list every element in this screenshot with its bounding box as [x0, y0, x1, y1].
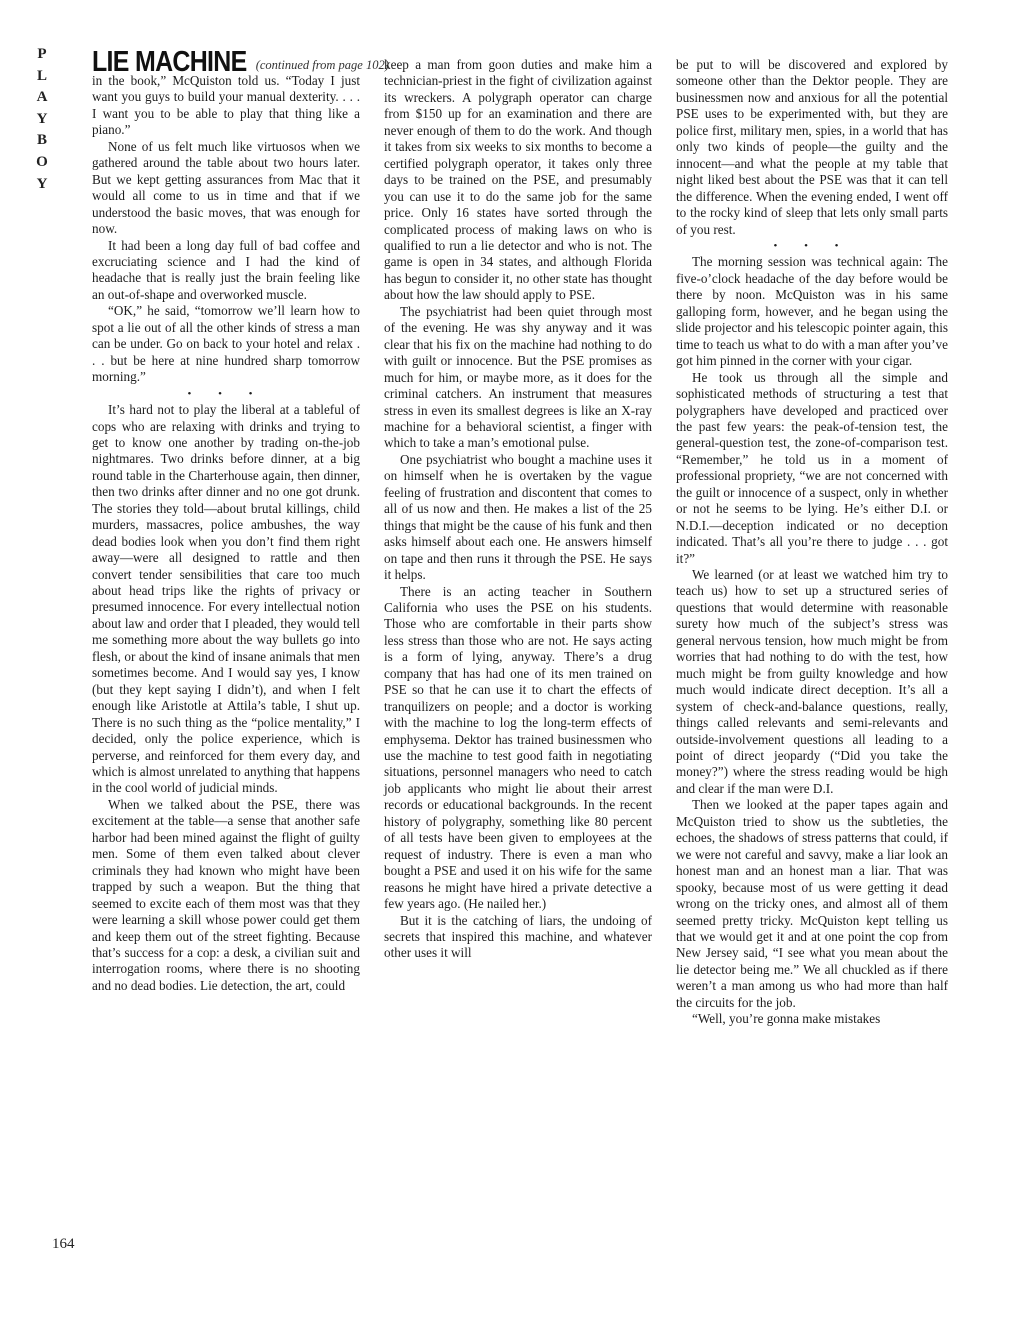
text-column-2	[384, 57, 652, 962]
paragraph: One psychiatrist who bought a machine uses it on himself when he is overtaken by the vague feeling of frustration and discontent that comes to all of us now and then. He makes a list of the 25 things that might be the cause of his funk and then asks himself about each one. He answers himself on tape and then runs it through the PSE. He says it helps.	[384, 451, 652, 583]
article-title: LIE MACHINE	[92, 46, 247, 78]
paragraph: There is an acting teacher in Southern California who uses the PSE on his students. Those who are comfortable in their parts show less stress than those who are not. He says acting is a form of lying, anyway. There’s a drug company that has had one of its men trained on PSE so that he can use it to chart the effects of tranquilizers on people; and a doctor is working with the machine to log the long-term effects of emphysema. Dektor has trained businessmen who use the machine to test good faith in negotiating situations, personnel managers who need to catch job applicants who might lie about their arrest records or educational backgrounds. In the recent history of polygraphy, something like 80 percent of all tests have been given to employees at the request of industry. There is even a man who bought a PSE and used it on his wife for the same reasons he might have hired a private detective a few years ago. (He nailed her.)	[384, 583, 652, 912]
paragraph: It’s hard not to play the liberal at a tableful of cops who are relaxing with drinks and trying to get to know one another by trading on-the-job nightmares. Two drinks before dinner, at a big round table in the Charterhouse again, then dinner, then two drinks after dinner and no one got drunk. The stories they told—about brutal killings, child murders, massacres, police ambushes, the way dead bodies look when you don’t find them right away—were all designed to rattle and then convert tender sensibilities that care too much about head trips like the rights of privacy or presumed innocence. For every intellectual notion about law and order that I pleaded, they would tell me something more about the way bullets go into flesh, or about the kind of insane animals that men sometimes become. And I would say yes, I know (but they kept saying I didn’t), and when I felt enough like Aristotle at Attila’s table, I shut up. There is no such thing as the “police mentality,” I decided, only the police experience, which is perverse, and reinforced for them every day, and which is almost unrelated to anything that happens in the cool world of judicial minds.	[92, 402, 360, 796]
paragraph: When we talked about the PSE, there was excitement at the table—a sense that another safe harbor had been mined against the flight of guilty men. Some of them even talked about clever criminals they had known who might have been trapped by such a weapon. But the thing that seemed to excite each of them most was that they were learning a skill whose power could get them and keep them out of the street fighting. Because that’s success for a cop: a desk, a civilian suit and interrogation rooms, where there is no shooting and no dead bodies. Lie detection, the art, could	[92, 796, 360, 993]
paragraph: The psychiatrist had been quiet through most of the evening. He was shy anyway and it was clear that his fix on the machine had nothing to do with guilt or innocence. But the PSE promises as much for him, or maybe more, as it does for the criminal catchers. An instrument that measures stress in even its smallest degrees is like an X-ray machine for a behavioral scientist, a finger with which to take a man’s emotional pulse.	[384, 303, 652, 451]
paragraph: “Well, you’re gonna make mistakes	[692, 1011, 881, 1027]
page-number: 164	[52, 1236, 75, 1252]
paragraph: keep a man from goon duties and make him a technician-priest in the fight of civilization against its wreckers. A polygraph operator can charge from $150 up for an examination and there are never enough of them to do the work. And though it takes from six weeks to six months to become a certified polygraph operator, it takes only three days to be trained on the PSE, and presumably you can use it to do the same job for the same price. Only 16 states have sorted through the complicated process of making laws on who is qualified to run a lie detector and who is not. The game is open in 34 states, and although Florida has begun to consider it, no other state has thought about how the law should apply to PSE.	[384, 57, 652, 303]
paragraph: The morning session was technical again: The five-o’clock headache of the day before would be there by noon. McQuiston was in his same galloping form, however, and he began using the slide projector and his telescopic pointer again, this time to teach us what to do with a man after you’ve got him pinned in the corner with your cigar.	[676, 254, 948, 369]
paragraph: be put to will be discovered and explored by someone other than the Dektor people. They are businessmen now and anxious for all the potential PSE uses to be experimented with, but they are police first, military men, spies, in a world that has only two kinds of people—the guilty and the innocent—and what the people at my table that night liked best about the PSE was that it can tell the difference. When the evening ended, I went off to the rocky kind of sleep that lets only small parts of you rest.	[676, 57, 948, 237]
section-separator: • • •	[773, 239, 851, 252]
section-separator: • • •	[187, 387, 265, 400]
masthead: P L A Y B O Y	[36, 46, 48, 192]
continuation-note: (continued from page 102)	[255, 58, 389, 72]
paragraph: We learned (or at least we watched him try to teach us) how to set up a structured series of questions that would determine with reasonable surety how much of the subject’s stress was general nervous tension, how much might be from worries that had nothing to do with the test, how much might be from guilty knowledge and how much would indicate direct deception. It’s all a system of check-and-balance questions, really, things called relevants and semi-relevants and outside-involvement questions all leading to a point of direct jeopardy (“Did you take the money?”) where the stress reading would be high and clear if the man were D.I.	[676, 567, 948, 796]
paragraph: “OK,” he said, “tomorrow we’ll learn how to spot a lie out of all the other kinds of stress a man can be under. Go on back to your hotel and relax . . . but be here at nine hundred sharp tomorrow morning.”	[92, 303, 360, 385]
text-column-1	[92, 73, 360, 994]
paragraph: Then we looked at the paper tapes again and McQuiston tried to show us the subtleties, the echoes, the shadows of stress patterns that could, if we were not careful and savvy, make a liar look an honest man and an honest man a liar. That was spooky, because most of us were getting it dead wrong on the tricky ones, and almost all of them seemed pretty tricky. McQuiston kept telling us that we would get it and at one point the cop from New Jersey said, “I see what you mean about the lie detector being me.” We all chuckled as if there weren’t a man among us who had more than half the circuits for the job.	[676, 797, 948, 1010]
paragraph: in the book,” McQuiston told us. “Today I just want you guys to build your manual dexterity. . . . I want you to be able to play that thing like a piano.”	[92, 73, 360, 138]
paragraph: None of us felt much like virtuosos when we gathered around the table about two hours later. But we kept getting assurances from Mac that it would all come to us in time and that if we understood the basic moves, that was enough for now.	[92, 138, 360, 237]
text-column-3	[676, 57, 948, 1028]
paragraph: It had been a long day full of bad coffee and excruciating science and I had the kind of headache that is really just the brain feeling like an out-of-shape and overworked muscle.	[92, 237, 360, 302]
paragraph: He took us through all the simple and sophisticated methods of structuring a test that polygraphers have developed and practiced over the past few years: the peak-of-tension test, the general-question test, the zone-of-comparison test. “Remember,” he told us in a moment of professional propriety, “we are not concerned with the guilt or innocence of a suspect, only in whether or not he seems to be lying. He’s either D.I. or N.D.I.—deception indicated or no deception indicated. That’s all you’re there to judge . . . got it?”	[676, 369, 948, 566]
paragraph: But it is the catching of liars, the undoing of secrets that inspired this machine, and whatever other uses it will	[384, 912, 652, 961]
